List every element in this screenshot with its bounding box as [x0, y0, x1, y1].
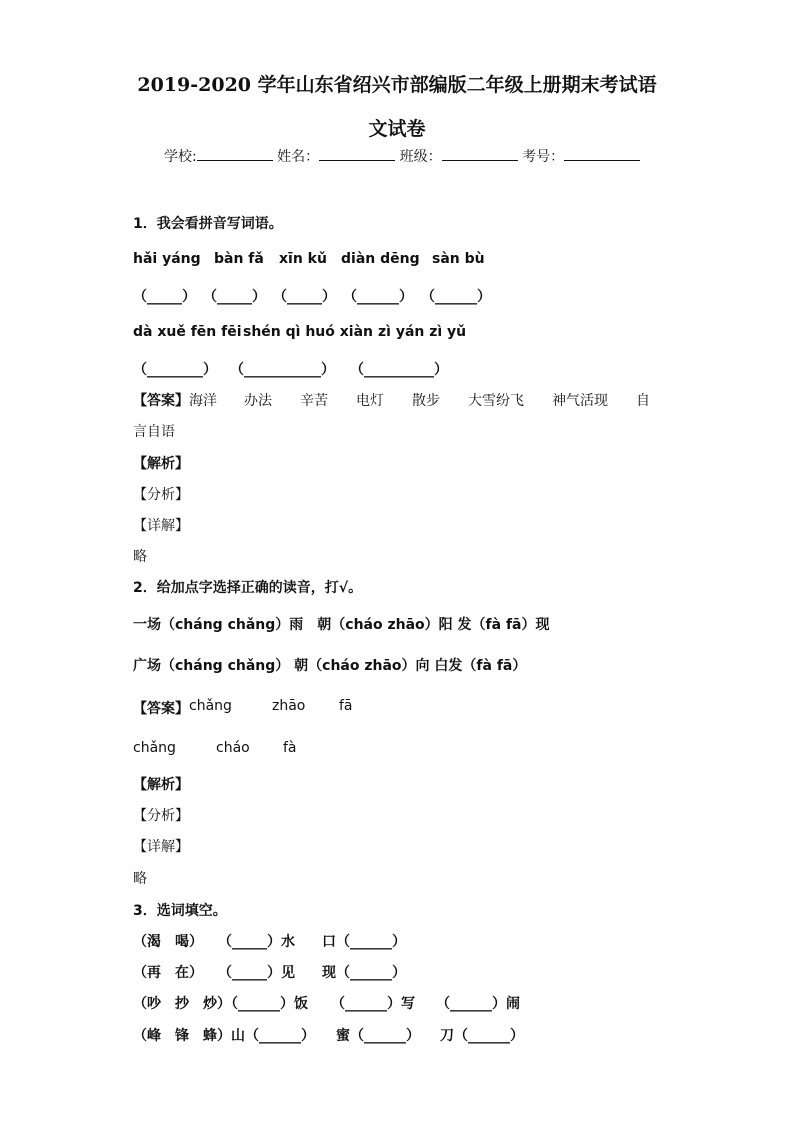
- q3-row2-options: （再 在）: [133, 965, 203, 981]
- q3-row1-blank1[interactable]: （_____）水: [218, 934, 295, 950]
- q1-pinyin-7: shén qì huó xiàn: [243, 324, 373, 340]
- q2-line2[interactable]: 广场（cháng chǎng） 朝（cháo zhāo）向 白发（fà fā）: [133, 658, 527, 674]
- class-label: 班级：: [399, 149, 442, 165]
- name-blank[interactable]: [319, 146, 395, 161]
- q1-answer-5: 散步: [412, 393, 440, 409]
- q2-answer-1: chǎng: [189, 698, 232, 714]
- q3-row3-options[interactable]: （吵 抄 炒）（______）饭: [133, 996, 308, 1012]
- exam-title-line2: 文试卷: [368, 118, 426, 140]
- q1-pinyin-3: xīn kǔ: [279, 251, 327, 267]
- q1-answer-cont: 言自语: [133, 424, 175, 440]
- q1-blank-2[interactable]: （_____）: [203, 289, 266, 305]
- q2-analysis: 【解析】: [133, 777, 189, 793]
- class-blank[interactable]: [442, 146, 518, 161]
- q1-answer-6: 大雪纷飞: [468, 393, 524, 409]
- q3-row3-blank2[interactable]: （______）写: [331, 996, 415, 1012]
- q1-blank-4[interactable]: （______）: [343, 289, 413, 305]
- q3-row1-blank2[interactable]: 口（______）: [322, 934, 406, 950]
- q2-answer-6: fà: [283, 740, 297, 756]
- q1-lue: 略: [133, 549, 147, 565]
- q3-row3-blank3[interactable]: （______）闹: [436, 996, 520, 1012]
- q1-pinyin-5: sàn bù: [432, 251, 485, 267]
- q1-answer-7: 神气活现: [552, 393, 608, 409]
- q1-answer-2: 办法: [244, 393, 272, 409]
- q1-pinyin-4: diàn dēng: [341, 251, 420, 267]
- q2-heading: 2．给加点字选择正确的读音，打√。: [133, 580, 363, 596]
- q1-blank-6[interactable]: （________）: [133, 362, 217, 378]
- q1-answer-3: 辛苦: [300, 393, 328, 409]
- school-blank[interactable]: [197, 146, 273, 161]
- q2-answer-5: cháo: [216, 740, 250, 756]
- q1-pinyin-2: bàn fǎ: [214, 251, 264, 267]
- exam-no-label: 考号：: [522, 149, 565, 165]
- q1-analysis: 【解析】: [133, 456, 189, 472]
- q2-answer-2: zhāo: [272, 698, 306, 714]
- q1-pinyin-1: hǎi yáng: [133, 251, 201, 267]
- q3-row2-blank1[interactable]: （_____）见: [218, 965, 295, 981]
- q1-blank-5[interactable]: （______）: [421, 289, 491, 305]
- q2-answer-4: chǎng: [133, 740, 176, 756]
- q1-blank-1[interactable]: （_____）: [133, 289, 196, 305]
- q1-pinyin-6: dà xuě fēn fēi: [133, 324, 242, 340]
- q1-heading: 1．我会看拼音写词语。: [133, 216, 283, 232]
- q2-lue: 略: [133, 871, 147, 887]
- q2-xiangjie: 【详解】: [133, 839, 189, 855]
- name-label: 姓名：: [277, 149, 320, 165]
- exam-title-line1: 2019-2020 学年山东省绍兴市部编版二年级上册期末考试语: [137, 74, 657, 96]
- q2-answer-label: 【答案】: [133, 701, 189, 717]
- q1-fenxi: 【分析】: [133, 487, 189, 503]
- q1-answer-1: 海洋: [189, 393, 217, 409]
- q1-pinyin-8: zì yán zì yǔ: [378, 324, 467, 340]
- q2-line1[interactable]: 一场（cháng chǎng）雨 朝（cháo zhāo）阳 发（fà fā）现: [133, 617, 550, 633]
- q1-answer-8: 自: [636, 393, 650, 409]
- q1-blank-7[interactable]: （___________）: [230, 362, 335, 378]
- q3-row4-blank3[interactable]: 刀（______）: [440, 1028, 524, 1044]
- q2-answer-3: fā: [339, 698, 353, 714]
- q3-row2-blank2[interactable]: 现（______）: [322, 965, 406, 981]
- exam-no-blank[interactable]: [564, 146, 640, 161]
- q1-blank-8[interactable]: （__________）: [350, 362, 448, 378]
- q2-fenxi: 【分析】: [133, 808, 189, 824]
- q3-row4-options[interactable]: （峰 锋 蜂）山（______）: [133, 1028, 315, 1044]
- q3-heading: 3．选词填空。: [133, 903, 227, 919]
- q1-blank-3[interactable]: （_____）: [273, 289, 336, 305]
- q3-row1-options: （渴 喝）: [133, 934, 203, 950]
- q1-answer-label: 【答案】: [133, 393, 189, 409]
- q1-answer-row: [133, 390, 189, 410]
- school-label: 学校:: [164, 149, 197, 165]
- q3-row4-blank2[interactable]: 蜜（______）: [336, 1028, 420, 1044]
- q1-answer-4: 电灯: [356, 393, 384, 409]
- student-info-row: [164, 146, 640, 166]
- q1-xiangjie: 【详解】: [133, 518, 189, 534]
